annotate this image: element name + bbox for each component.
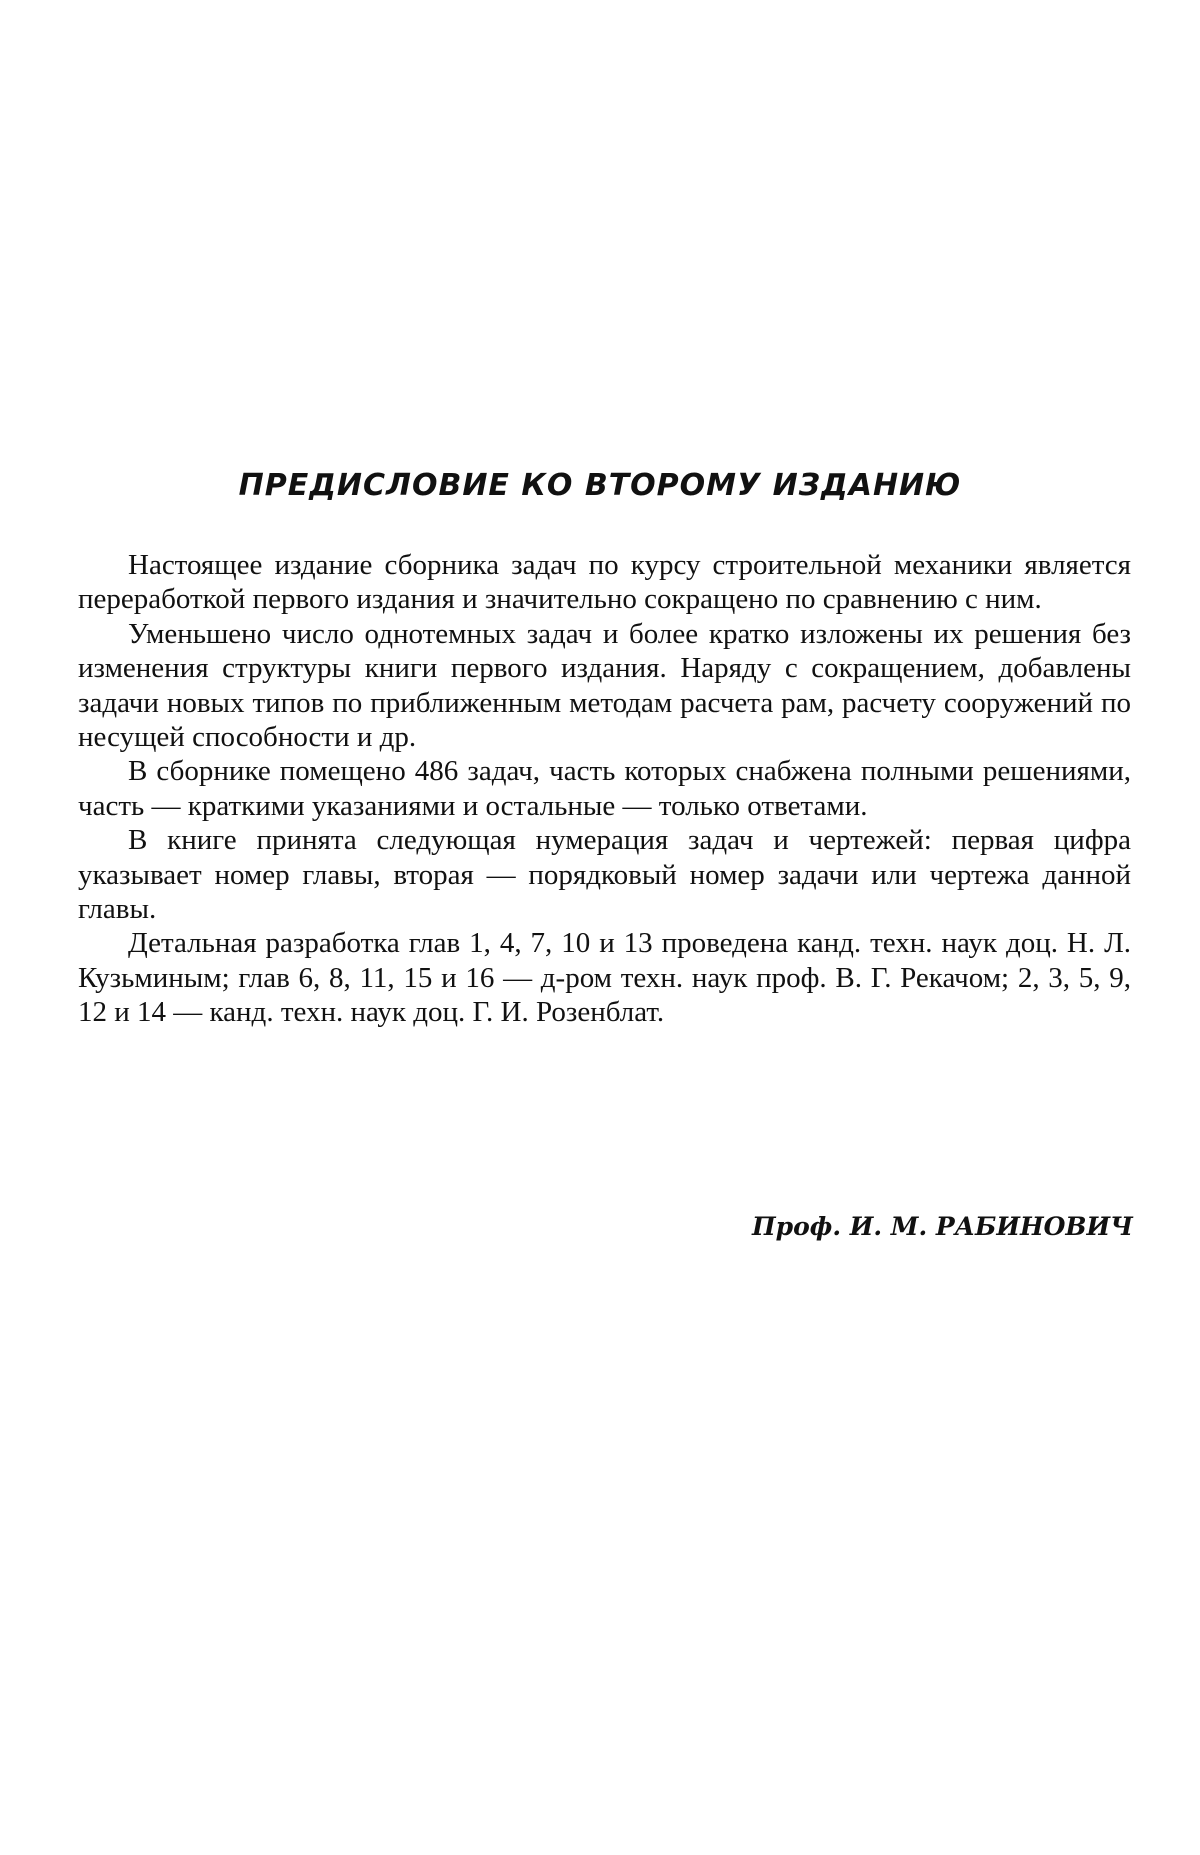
paragraph: Настоящее издание сборника задач по курсу строительной механики является переработкой первого издания и значительно сокращено по сравнению с ним. — [78, 549, 1131, 616]
paragraph: В книге принята следующая нумерация задач и чертежей: первая цифра указывает номер главы, вторая — порядковый номер задачи или чертежа данной главы. — [78, 824, 1131, 926]
preface-body — [78, 548, 1131, 1030]
author-signature: Проф. И. М. РАБИНОВИЧ — [752, 1212, 1133, 1241]
paragraph: В сборнике помещено 486 задач, часть которых снабжена полными решениями, часть — краткими указаниями и остальные — только ответами. — [78, 755, 1131, 822]
paragraph: Уменьшено число однотемных задач и более кратко изложены их решения без изменения структуры книги первого издания. Наряду с сокращением, добавлены задачи новых типов по приближенным методам расчета рам, расчету сооружений по несущей способности и др. — [78, 617, 1131, 754]
page-title: ПРЕДИСЛОВИЕ КО ВТОРОМУ ИЗДАНИЮ — [238, 468, 962, 503]
paragraph: Детальная разработка глав 1, 4, 7, 10 и 13 проведена канд. техн. наук доц. Н. Л. Кузьминым; глав 6, 8, 11, 15 и 16 — д-ром техн. наук проф. В. Г. Рекачом; 2, 3, 5, 9, 12 и 14 — канд. техн. наук доц. Г. И. Розенблат. — [78, 927, 1131, 1029]
